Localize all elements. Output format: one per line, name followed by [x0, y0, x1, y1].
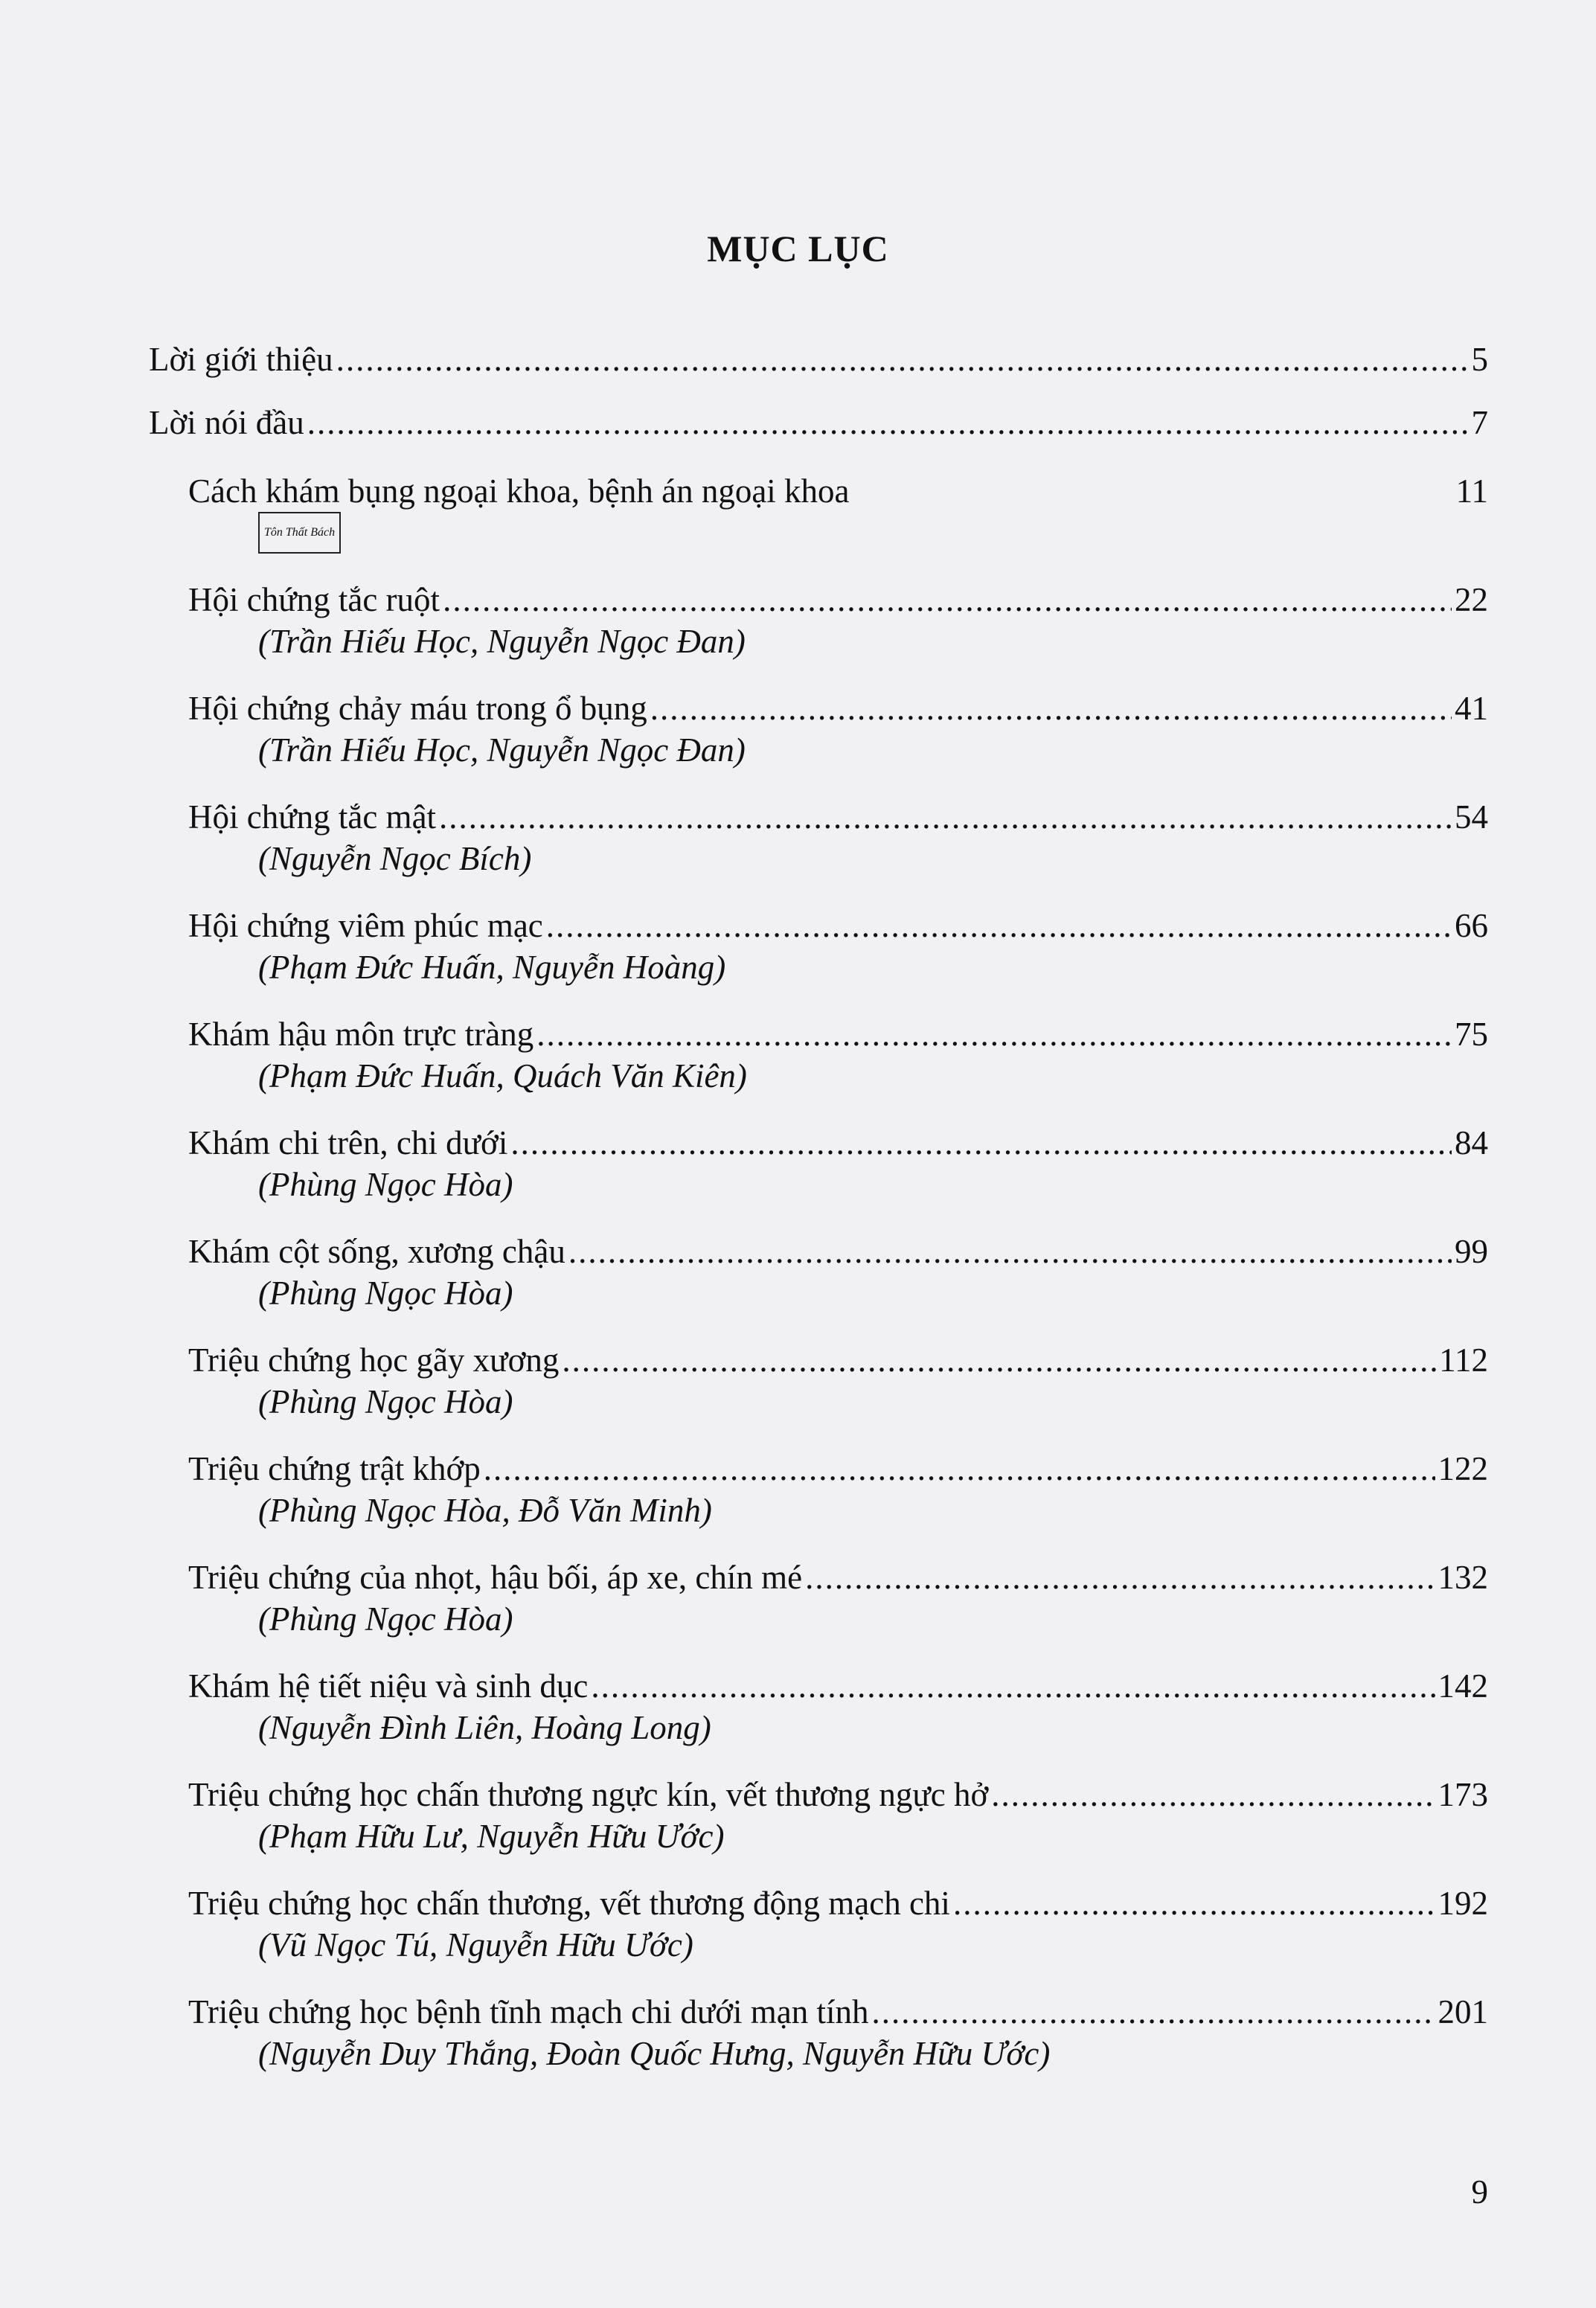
toc-entry-page: 132	[1438, 1559, 1488, 1596]
toc-entry-author: (Phạm Hữu Lư, Nguyễn Hữu Ước)	[258, 1818, 725, 1855]
toc-entry-line	[188, 1448, 1488, 1490]
toc-entry-author: (Nguyễn Duy Thắng, Đoàn Quốc Hưng, Nguyễn Hữu Ước)	[258, 2035, 1051, 2072]
dot-leader	[536, 1013, 1452, 1055]
toc-entry	[149, 1557, 1488, 1640]
toc-entry-title: Triệu chứng của nhọt, hậu bối, áp xe, chín mé	[188, 1559, 803, 1596]
toc-entry-line	[188, 1231, 1488, 1272]
toc-entry-author: (Phùng Ngọc Hòa)	[258, 1275, 513, 1312]
page-number: 9	[1471, 2173, 1488, 2211]
toc-entry-page: 22	[1455, 581, 1488, 618]
toc-entry-line	[188, 1665, 1488, 1707]
toc-entry-page: 192	[1438, 1885, 1488, 1922]
toc-section	[149, 470, 1488, 2074]
table-of-contents	[149, 339, 1488, 2074]
toc-entry	[149, 1991, 1488, 2074]
toc-entry-page: 11	[1455, 472, 1488, 510]
toc-entry-title: Hội chứng tắc ruột	[188, 581, 440, 618]
toc-entry-line	[188, 1557, 1488, 1598]
toc-entry-line	[188, 905, 1488, 946]
toc-entry	[149, 796, 1488, 879]
dot-leader	[991, 1774, 1435, 1815]
toc-entry-intro	[149, 339, 1488, 380]
toc-entry-title: Hội chứng viêm phúc mạc	[188, 907, 543, 944]
dot-leader	[568, 1231, 1452, 1272]
dot-leader	[872, 1991, 1435, 2033]
dot-leader	[805, 1557, 1435, 1598]
toc-entry-page: 112	[1439, 1341, 1488, 1379]
toc-entry	[149, 579, 1488, 662]
toc-entry	[149, 1231, 1488, 1314]
dot-leader	[439, 796, 1452, 838]
toc-entry-line	[188, 1882, 1488, 1924]
toc-entry-page: 99	[1455, 1233, 1488, 1270]
toc-entry-author: (Phùng Ngọc Hòa)	[258, 1383, 513, 1420]
toc-entry-title: Triệu chứng học gãy xương	[188, 1341, 560, 1379]
toc-entry	[149, 1013, 1488, 1097]
toc-entry	[149, 1122, 1488, 1205]
toc-entry-page: 142	[1438, 1667, 1488, 1705]
toc-entry-author: (Phùng Ngọc Hòa)	[258, 1600, 513, 1638]
toc-entry	[149, 1665, 1488, 1748]
toc-entry-title: Hội chứng chảy máu trong ổ bụng	[188, 690, 647, 727]
toc-entry	[149, 1448, 1488, 1531]
toc-entry-title: Khám chi trên, chi dưới	[188, 1124, 508, 1161]
dot-leader	[484, 1448, 1435, 1490]
dot-leader	[650, 687, 1452, 729]
toc-entry-preface	[149, 402, 1488, 443]
toc-entry-line	[188, 1122, 1488, 1164]
toc-entry-title: Triệu chứng học chấn thương ngực kín, vết thương ngực hở	[188, 1776, 989, 1813]
toc-entry-author: (Vũ Ngọc Tú, Nguyễn Hữu Ước)	[258, 1926, 693, 1964]
dot-leader	[562, 1339, 1436, 1381]
toc-entry-title: Triệu chứng học bệnh tĩnh mạch chi dưới mạn tính	[188, 1993, 869, 2030]
toc-entry-author: (Phùng Ngọc Hòa, Đỗ Văn Minh)	[258, 1492, 712, 1529]
toc-entry-title: Khám hệ tiết niệu và sinh dục	[188, 1667, 589, 1705]
toc-entry-page: 75	[1455, 1016, 1488, 1053]
toc-entry-page: 122	[1438, 1450, 1488, 1487]
toc-entry-author: (Phùng Ngọc Hòa)	[258, 1166, 513, 1203]
toc-entry-page: 5	[1471, 341, 1488, 378]
toc-entry-title: Hội chứng tắc mật	[188, 798, 437, 836]
toc-entry	[149, 905, 1488, 988]
toc-entry-line	[188, 1991, 1488, 2033]
page-title: MỤC LỤC	[707, 228, 889, 269]
toc-entry-line	[188, 1339, 1488, 1381]
dot-leader	[546, 905, 1452, 946]
toc-entry-page: 41	[1455, 690, 1488, 727]
toc-entry-author: (Nguyễn Đình Liên, Hoàng Long)	[258, 1709, 711, 1746]
toc-entry	[149, 687, 1488, 771]
toc-entry-page: 66	[1455, 907, 1488, 944]
toc-entry-page: 54	[1455, 798, 1488, 836]
toc-entry-author: (Trần Hiếu Học, Nguyễn Ngọc Đan)	[258, 731, 746, 769]
toc-entry-title: Triệu chứng học chấn thương, vết thương động mạch chi	[188, 1885, 950, 1922]
toc-entry-page: 84	[1455, 1124, 1488, 1161]
toc-entry-title: Khám hậu môn trực tràng	[188, 1016, 534, 1053]
toc-entry-title: Lời giới thiệu	[149, 341, 333, 378]
toc-entry	[149, 1882, 1488, 1966]
dot-leader	[591, 1665, 1435, 1707]
toc-entry-author: (Phạm Đức Huấn, Nguyễn Hoàng)	[258, 949, 726, 986]
toc-entry-author: (Nguyễn Ngọc Bích)	[258, 840, 532, 877]
toc-entry-line	[188, 579, 1488, 621]
toc-entry-line	[188, 796, 1488, 838]
toc-entry-title: Khám cột sống, xương chậu	[188, 1233, 565, 1270]
toc-entry-line	[188, 687, 1488, 729]
toc-entry-section	[188, 470, 1488, 512]
dot-leader	[443, 579, 1452, 621]
toc-entry-title: Lời nói đầu	[149, 404, 304, 441]
section-author: Tôn Thất Bách	[258, 512, 341, 554]
toc-entry-page: 201	[1438, 1993, 1488, 2030]
toc-entry-line	[188, 1013, 1488, 1055]
dot-leader	[510, 1122, 1452, 1164]
toc-entry-author: (Trần Hiếu Học, Nguyễn Ngọc Đan)	[258, 623, 746, 660]
toc-entry-page: 173	[1438, 1776, 1488, 1813]
toc-entry	[149, 1339, 1488, 1423]
toc-entry	[149, 1774, 1488, 1857]
toc-entry-author: (Phạm Đức Huấn, Quách Văn Kiên)	[258, 1057, 747, 1094]
toc-entry-line	[188, 1774, 1488, 1815]
toc-entries	[149, 579, 1488, 2074]
dot-leader	[307, 402, 1469, 443]
dot-leader	[953, 1882, 1435, 1924]
toc-entry-title: Triệu chứng trật khớp	[188, 1450, 481, 1487]
dot-leader	[336, 339, 1469, 380]
toc-entry-page: 7	[1471, 404, 1488, 441]
toc-entry-title: Cách khám bụng ngoại khoa, bệnh án ngoại khoa	[188, 472, 850, 510]
